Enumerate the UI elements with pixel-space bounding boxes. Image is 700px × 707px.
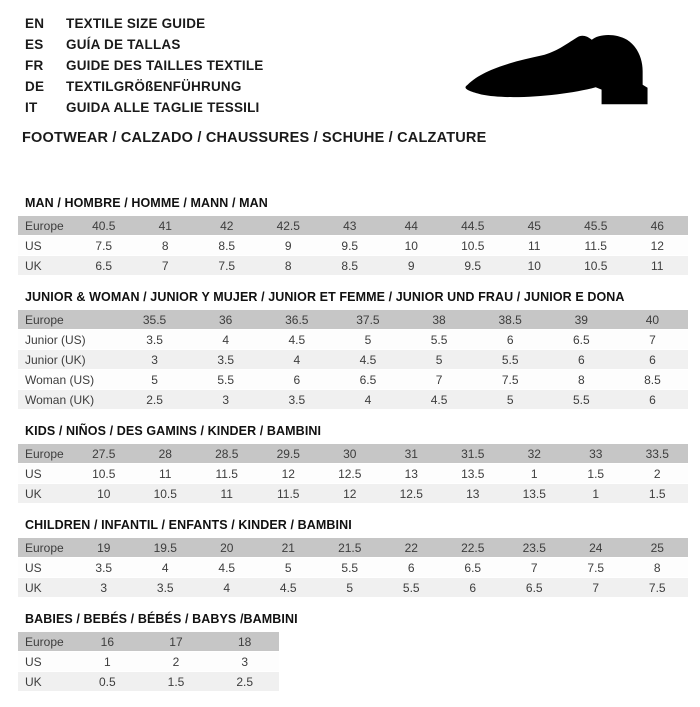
size-cell: 20 xyxy=(196,538,258,558)
size-cell: 6 xyxy=(475,330,546,350)
size-table-container xyxy=(18,216,688,276)
size-cell: 4.5 xyxy=(404,390,475,410)
size-cell: 7 xyxy=(404,370,475,390)
table-row xyxy=(18,310,688,330)
size-cell: 43 xyxy=(319,216,381,236)
size-cell: 3.5 xyxy=(135,578,197,598)
size-cell: 39 xyxy=(546,310,617,330)
size-cell: 10.5 xyxy=(442,236,504,256)
size-cell: 45 xyxy=(504,216,566,236)
size-cell: 22.5 xyxy=(442,538,504,558)
language-row xyxy=(25,97,264,118)
size-cell: 3 xyxy=(190,390,261,410)
row-label: US xyxy=(18,236,73,256)
size-cell: 1 xyxy=(565,484,627,504)
size-cell: 3 xyxy=(119,350,190,370)
row-label: Europe xyxy=(18,632,73,652)
size-cell: 12 xyxy=(319,484,381,504)
table-row xyxy=(18,370,688,390)
size-cell: 6.5 xyxy=(546,330,617,350)
language-title: GUIDE DES TAILLES TEXTILE xyxy=(66,58,264,73)
size-cell: 5.5 xyxy=(319,558,381,578)
row-label: US xyxy=(18,652,73,672)
size-cell: 5.5 xyxy=(546,390,617,410)
size-cell: 8 xyxy=(258,256,320,276)
size-cell: 41 xyxy=(135,216,197,236)
size-cell: 11.5 xyxy=(258,484,320,504)
section-babies xyxy=(18,613,688,692)
language-code: IT xyxy=(25,100,38,115)
size-cell: 45.5 xyxy=(565,216,627,236)
size-cell: 1.5 xyxy=(565,464,627,484)
size-cell: 8 xyxy=(627,558,689,578)
size-cell: 16 xyxy=(73,632,142,652)
size-cell: 44 xyxy=(381,216,443,236)
size-cell: 10.5 xyxy=(73,464,135,484)
size-table-container xyxy=(18,538,688,598)
row-label: UK xyxy=(18,578,73,598)
size-cell: 12.5 xyxy=(381,484,443,504)
size-cell: 7 xyxy=(617,330,688,350)
size-cell: 2 xyxy=(142,652,211,672)
table-row xyxy=(18,672,279,692)
size-cell: 42 xyxy=(196,216,258,236)
size-cell: 33.5 xyxy=(627,444,689,464)
size-table-kids xyxy=(18,444,688,504)
size-cell: 1.5 xyxy=(627,484,689,504)
size-cell: 32 xyxy=(504,444,566,464)
size-cell: 11 xyxy=(196,484,258,504)
size-cell: 7 xyxy=(565,578,627,598)
size-cell: 3 xyxy=(210,652,279,672)
row-label: Europe xyxy=(18,216,73,236)
size-cell: 6.5 xyxy=(504,578,566,598)
size-cell: 6 xyxy=(442,578,504,598)
size-cell: 1 xyxy=(73,652,142,672)
size-cell: 6.5 xyxy=(73,256,135,276)
language-row xyxy=(25,34,264,55)
table-row xyxy=(18,652,279,672)
table-row xyxy=(18,216,688,236)
row-label: UK xyxy=(18,256,73,276)
size-cell: 3.5 xyxy=(190,350,261,370)
table-row xyxy=(18,558,688,578)
size-cell: 46 xyxy=(627,216,689,236)
size-cell: 4 xyxy=(332,390,403,410)
size-cell: 7.5 xyxy=(196,256,258,276)
size-cell: 28 xyxy=(135,444,197,464)
size-cell: 33 xyxy=(565,444,627,464)
size-cell: 1.5 xyxy=(142,672,211,692)
size-cell: 7 xyxy=(135,256,197,276)
language-row xyxy=(25,55,264,76)
size-cell: 5.5 xyxy=(381,578,443,598)
section-title: JUNIOR & WOMAN / JUNIOR Y MUJER / JUNIOR ET FEMME / JUNIOR UND FRAU / JUNIOR E DONA xyxy=(25,290,625,304)
size-cell: 11.5 xyxy=(565,236,627,256)
size-cell: 8.5 xyxy=(319,256,381,276)
size-cell: 28.5 xyxy=(196,444,258,464)
size-cell: 30 xyxy=(319,444,381,464)
size-cell: 5 xyxy=(319,578,381,598)
size-cell: 13.5 xyxy=(504,484,566,504)
size-cell: 31.5 xyxy=(442,444,504,464)
size-cell: 5 xyxy=(404,350,475,370)
section-kids xyxy=(18,425,688,504)
table-row xyxy=(18,256,688,276)
section-children xyxy=(18,519,688,598)
size-table-junior-woman xyxy=(18,310,688,410)
size-cell: 10.5 xyxy=(565,256,627,276)
size-cell: 10 xyxy=(73,484,135,504)
language-code: DE xyxy=(25,79,45,94)
size-cell: 27.5 xyxy=(73,444,135,464)
size-cell: 6 xyxy=(381,558,443,578)
row-label: Junior (UK) xyxy=(18,350,119,370)
section-man xyxy=(18,197,688,276)
size-cell: 19 xyxy=(73,538,135,558)
size-cell: 38 xyxy=(404,310,475,330)
size-cell: 4.5 xyxy=(332,350,403,370)
size-cell: 25 xyxy=(627,538,689,558)
section-title: CHILDREN / INFANTIL / ENFANTS / KINDER / BAMBINI xyxy=(25,518,352,532)
size-cell: 4 xyxy=(135,558,197,578)
size-cell: 13 xyxy=(442,484,504,504)
size-cell: 2.5 xyxy=(210,672,279,692)
size-cell: 6 xyxy=(617,350,688,370)
size-tables-area xyxy=(18,197,688,707)
size-cell: 6.5 xyxy=(332,370,403,390)
size-cell: 5 xyxy=(332,330,403,350)
size-cell: 5.5 xyxy=(404,330,475,350)
size-cell: 13.5 xyxy=(442,464,504,484)
size-cell: 36 xyxy=(190,310,261,330)
language-code: FR xyxy=(25,58,44,73)
row-label: UK xyxy=(18,672,73,692)
language-title: GUÍA DE TALLAS xyxy=(66,37,181,52)
size-cell: 5.5 xyxy=(190,370,261,390)
size-cell: 6 xyxy=(546,350,617,370)
size-cell: 4 xyxy=(190,330,261,350)
size-cell: 3.5 xyxy=(261,390,332,410)
size-cell: 3 xyxy=(73,578,135,598)
size-cell: 7.5 xyxy=(475,370,546,390)
size-cell: 6.5 xyxy=(442,558,504,578)
row-label: US xyxy=(18,558,73,578)
row-label: Junior (US) xyxy=(18,330,119,350)
section-title: KIDS / NIÑOS / DES GAMINS / KINDER / BAMBINI xyxy=(25,424,322,438)
size-cell: 10 xyxy=(504,256,566,276)
row-label: UK xyxy=(18,484,73,504)
row-label: Woman (UK) xyxy=(18,390,119,410)
size-cell: 8 xyxy=(135,236,197,256)
size-cell: 2.5 xyxy=(119,390,190,410)
size-cell: 42.5 xyxy=(258,216,320,236)
size-cell: 11 xyxy=(135,464,197,484)
size-cell: 5 xyxy=(119,370,190,390)
size-cell: 6 xyxy=(261,370,332,390)
table-row xyxy=(18,632,279,652)
size-cell: 5 xyxy=(258,558,320,578)
size-cell: 13 xyxy=(381,464,443,484)
size-cell: 4.5 xyxy=(258,578,320,598)
size-table-container xyxy=(18,310,688,410)
table-row xyxy=(18,484,688,504)
dress-shoe-icon xyxy=(455,30,667,118)
row-label: Woman (US) xyxy=(18,370,119,390)
language-title: GUIDA ALLE TAGLIE TESSILI xyxy=(66,100,260,115)
size-cell: 3.5 xyxy=(73,558,135,578)
category-heading: FOOTWEAR / CALZADO / CHAUSSURES / SCHUHE / CALZATURE xyxy=(22,130,487,146)
table-row xyxy=(18,390,688,410)
size-cell: 10 xyxy=(381,236,443,256)
size-cell: 24 xyxy=(565,538,627,558)
size-cell: 5 xyxy=(475,390,546,410)
language-header xyxy=(25,13,264,118)
row-label: Europe xyxy=(18,310,119,330)
row-label: Europe xyxy=(18,538,73,558)
size-cell: 19.5 xyxy=(135,538,197,558)
size-cell: 0.5 xyxy=(73,672,142,692)
size-table-children xyxy=(18,538,688,598)
size-cell: 8 xyxy=(546,370,617,390)
size-cell: 1 xyxy=(504,464,566,484)
section-title: MAN / HOMBRE / HOMME / MANN / MAN xyxy=(25,196,268,210)
size-cell: 11 xyxy=(504,236,566,256)
table-row xyxy=(18,350,688,370)
size-cell: 21.5 xyxy=(319,538,381,558)
table-row xyxy=(18,236,688,256)
row-label: US xyxy=(18,464,73,484)
section-title: BABIES / BEBÉS / BÉBÉS / BABYS /BAMBINI xyxy=(25,612,298,626)
size-cell: 38.5 xyxy=(475,310,546,330)
size-cell: 8.5 xyxy=(196,236,258,256)
size-cell: 36.5 xyxy=(261,310,332,330)
size-cell: 4.5 xyxy=(196,558,258,578)
size-cell: 12 xyxy=(258,464,320,484)
size-cell: 37.5 xyxy=(332,310,403,330)
size-table-man xyxy=(18,216,688,276)
size-cell: 3.5 xyxy=(119,330,190,350)
size-cell: 4 xyxy=(261,350,332,370)
size-cell: 2 xyxy=(627,464,689,484)
size-cell: 44.5 xyxy=(442,216,504,236)
size-cell: 10.5 xyxy=(135,484,197,504)
size-cell: 35.5 xyxy=(119,310,190,330)
size-cell: 12 xyxy=(627,236,689,256)
size-cell: 40.5 xyxy=(73,216,135,236)
section-junior-woman xyxy=(18,291,688,410)
size-cell: 21 xyxy=(258,538,320,558)
language-code: EN xyxy=(25,16,45,31)
size-cell: 5.5 xyxy=(475,350,546,370)
language-title: TEXTILGRÖßENFÜHRUNG xyxy=(66,79,242,94)
table-row xyxy=(18,444,688,464)
size-cell: 11 xyxy=(627,256,689,276)
size-cell: 9.5 xyxy=(319,236,381,256)
size-cell: 18 xyxy=(210,632,279,652)
size-cell: 31 xyxy=(381,444,443,464)
size-cell: 4 xyxy=(196,578,258,598)
size-cell: 23.5 xyxy=(504,538,566,558)
size-cell: 40 xyxy=(617,310,688,330)
size-cell: 7.5 xyxy=(565,558,627,578)
size-cell: 29.5 xyxy=(258,444,320,464)
size-cell: 8.5 xyxy=(617,370,688,390)
language-code: ES xyxy=(25,37,44,52)
size-table-container xyxy=(18,632,688,692)
table-row xyxy=(18,464,688,484)
table-row xyxy=(18,538,688,558)
size-cell: 9 xyxy=(381,256,443,276)
size-cell: 4.5 xyxy=(261,330,332,350)
language-title: TEXTILE SIZE GUIDE xyxy=(66,16,206,31)
size-cell: 22 xyxy=(381,538,443,558)
language-row xyxy=(25,13,264,34)
size-table-container xyxy=(18,444,688,504)
size-cell: 6 xyxy=(617,390,688,410)
size-cell: 9 xyxy=(258,236,320,256)
size-cell: 9.5 xyxy=(442,256,504,276)
size-cell: 7.5 xyxy=(73,236,135,256)
size-cell: 7.5 xyxy=(627,578,689,598)
table-row xyxy=(18,578,688,598)
size-table-babies xyxy=(18,632,279,692)
table-row xyxy=(18,330,688,350)
size-cell: 11.5 xyxy=(196,464,258,484)
size-cell: 12.5 xyxy=(319,464,381,484)
language-row xyxy=(25,76,264,97)
row-label: Europe xyxy=(18,444,73,464)
size-cell: 7 xyxy=(504,558,566,578)
size-cell: 17 xyxy=(142,632,211,652)
